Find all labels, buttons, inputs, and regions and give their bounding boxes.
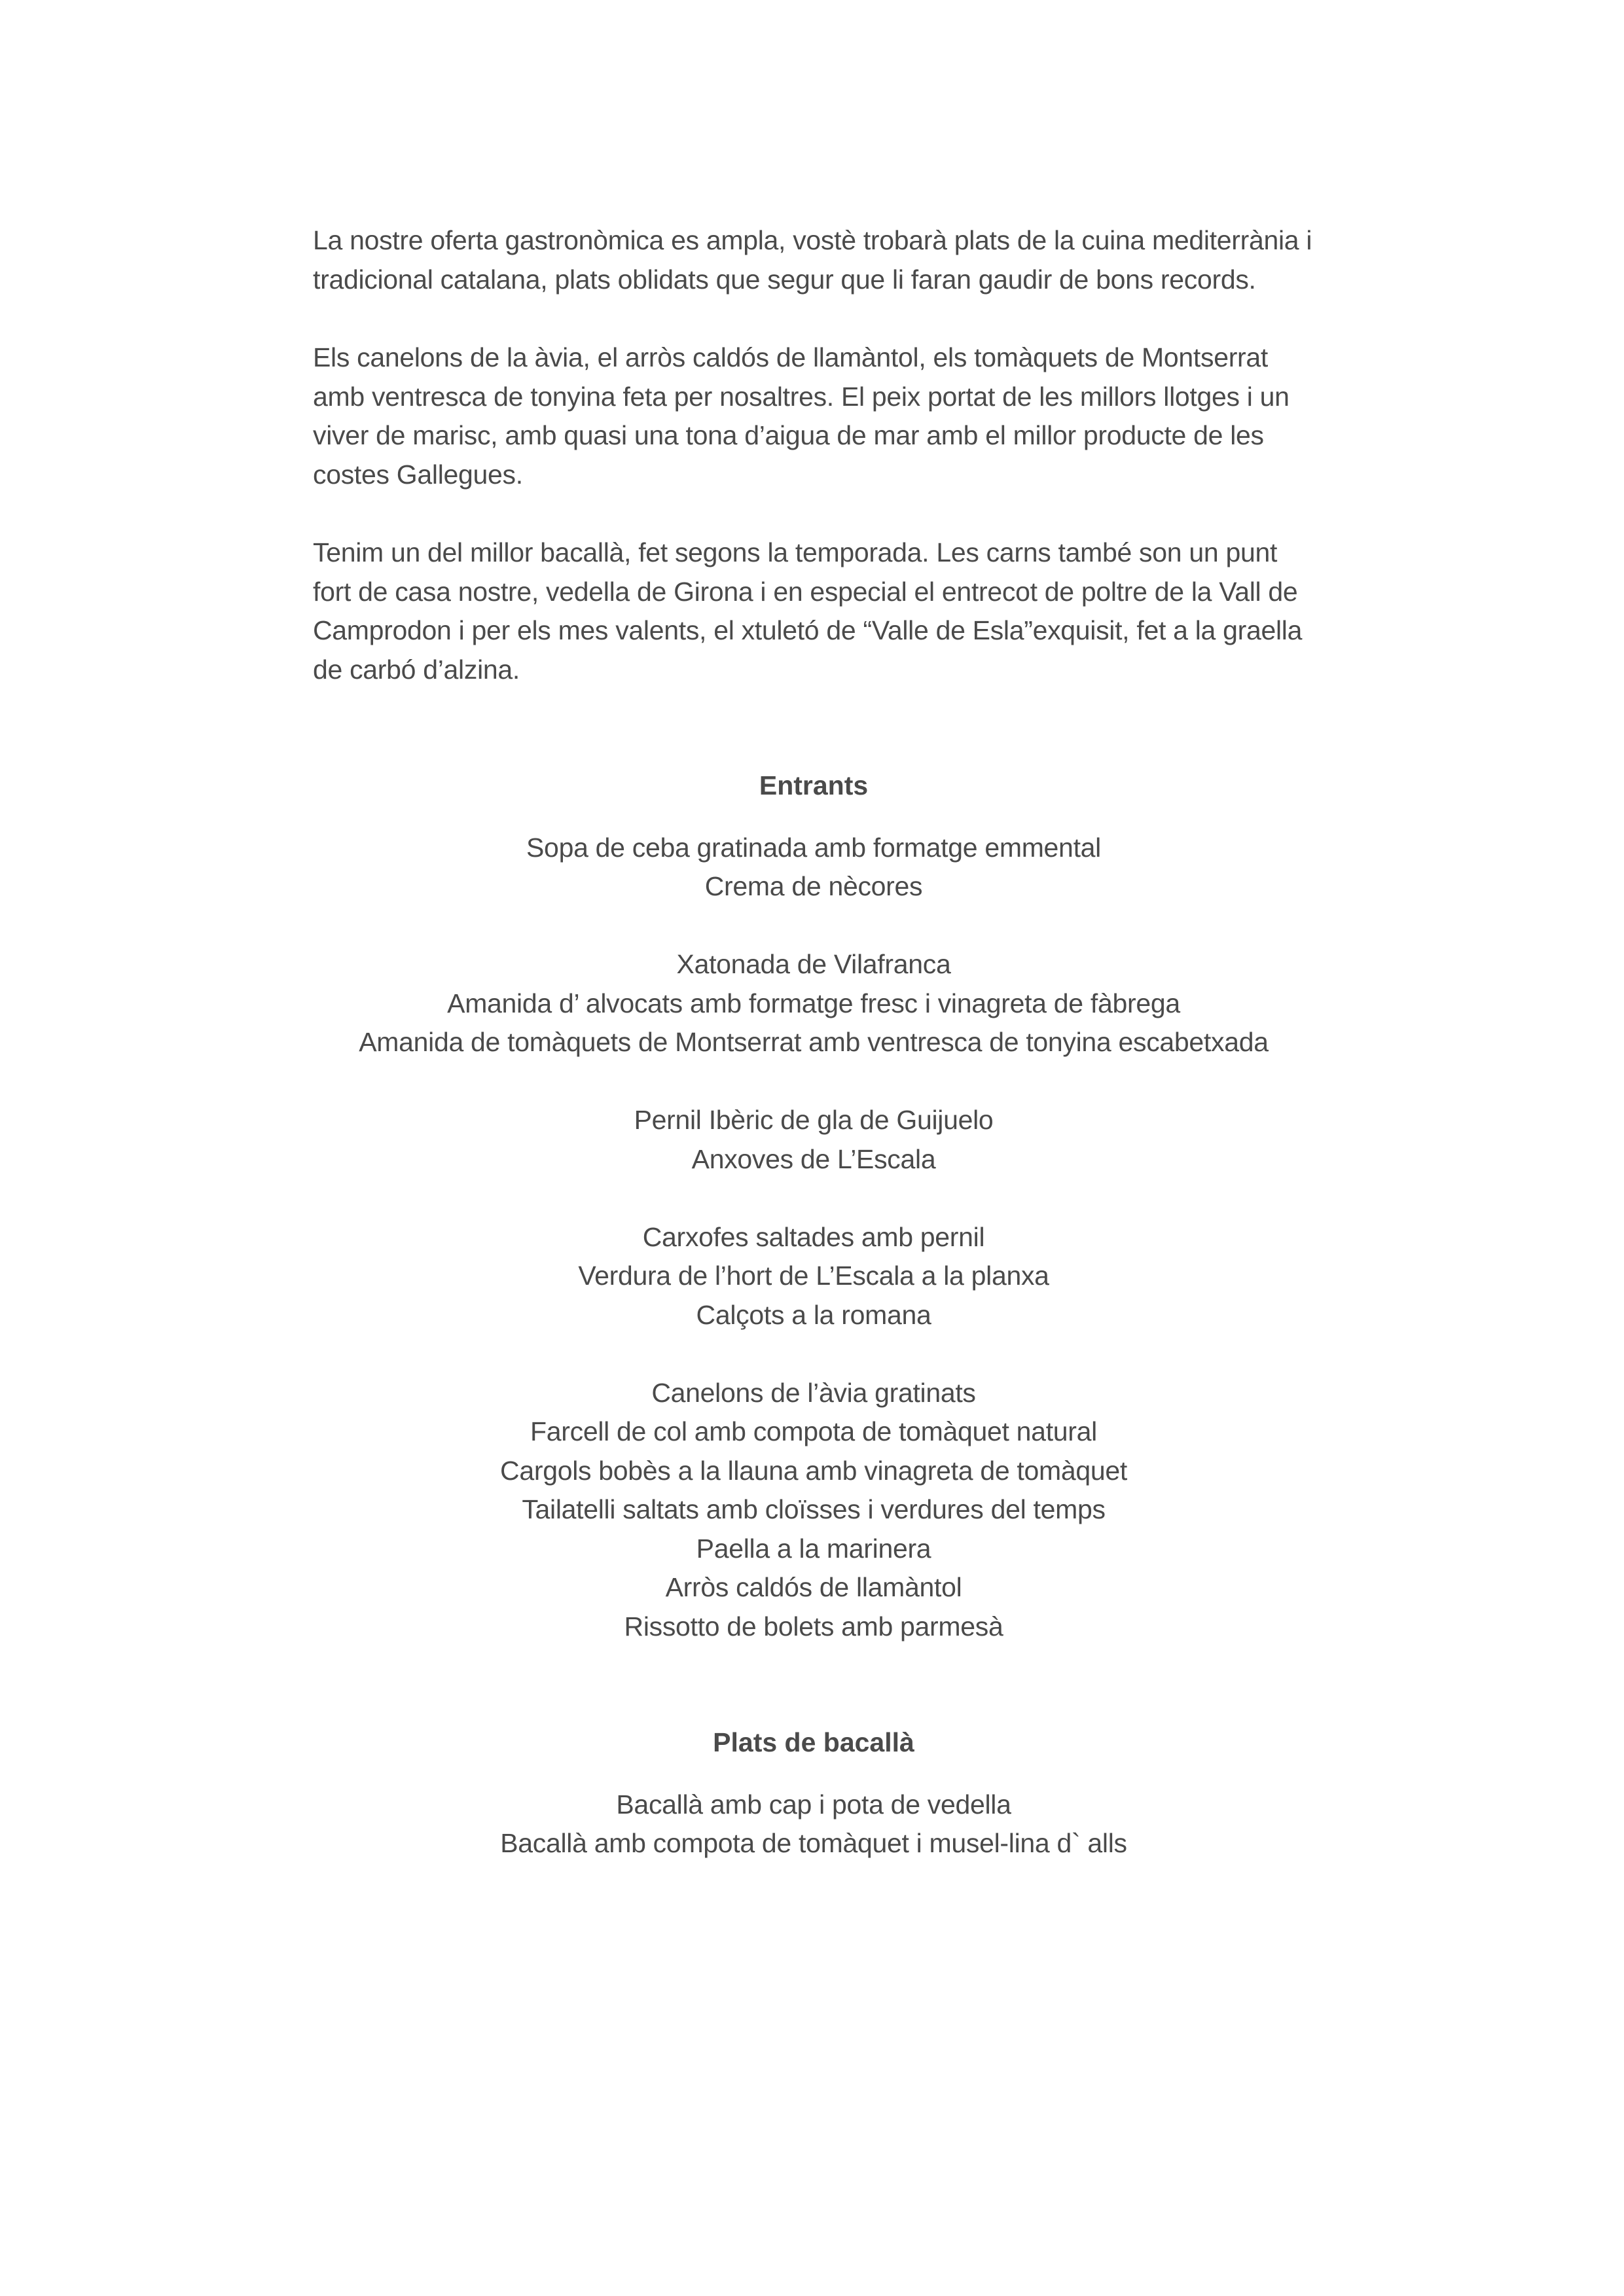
menu-item: Canelons de l’àvia gratinats — [651, 1377, 976, 1408]
intro-paragraph: Els canelons de la àvia, el arròs caldós de llamàntol, els tomàquets de Montserrat amb ventresca de tonyina feta per nosaltres. El peix portat de les millors llotges i un viver de marisc, amb quasi una tona d’aigua de mar amb el millor producte de les costes Gallegues. — [313, 342, 1290, 490]
menu-item: Anxoves de L’Escala — [691, 1143, 936, 1174]
menu-group — [313, 1374, 1314, 1647]
menu-group — [313, 1785, 1314, 1863]
menu-item: Amanida d’ alvocats amb formatge fresc i vinagreta de fàbrega — [447, 988, 1180, 1018]
intro-paragraph: Tenim un del millor bacallà, fet segons la temporada. Les carns també son un punt fort de casa nostre, vedella de Girona i en especial el entrecot de poltre de la Vall de Camprodon i per els mes valents, el xtuletó de “Valle de Esla”exquisit, fet a la graella de carbó d’alzina. — [313, 537, 1303, 685]
section-title: Plats de bacallà — [713, 1727, 914, 1757]
menu-section-bacalla — [313, 1723, 1314, 1863]
menu-item: Bacallà amb compota de tomàquet i musel-lina d` alls — [500, 1828, 1127, 1858]
menu-item: Paella a la marinera — [696, 1533, 931, 1564]
menu-group — [313, 945, 1314, 1062]
menu-section-entrants — [313, 766, 1314, 1646]
menu-item: Cargols bobès a la llauna amb vinagreta de tomàquet — [500, 1455, 1127, 1486]
menu-group — [313, 1101, 1314, 1179]
menu-item: Arròs caldós de llamàntol — [665, 1572, 962, 1602]
menu-item: Crema de nècores — [704, 871, 923, 901]
menu-item: Farcell de col amb compota de tomàquet natural — [530, 1416, 1097, 1446]
menu-item: Amanida de tomàquets de Montserrat amb ventresca de tonyina escabetxada — [359, 1027, 1269, 1057]
menu-item: Xatonada de Vilafranca — [676, 949, 951, 979]
intro-text — [313, 221, 1314, 689]
menu-item: Rissotto de bolets amb parmesà — [624, 1611, 1003, 1641]
menu-item: Verdura de l’hort de L’Escala a la planxa — [578, 1261, 1049, 1291]
menu-item: Tailatelli saltats amb cloïsses i verdures del temps — [522, 1494, 1106, 1524]
menu-item: Bacallà amb cap i pota de vedella — [616, 1789, 1011, 1820]
menu-group — [313, 829, 1314, 906]
section-title: Entrants — [759, 770, 869, 800]
menu-item: Carxofes saltades amb pernil — [642, 1221, 985, 1252]
menu-item: Sopa de ceba gratinada amb formatge emmental — [526, 832, 1101, 863]
menu-item: Pernil Ibèric de gla de Guijuelo — [634, 1105, 994, 1135]
menu-item: Calçots a la romana — [696, 1299, 931, 1330]
intro-paragraph: La nostre oferta gastronòmica es ampla, vostè trobarà plats de la cuina mediterrània i tradicional catalana, plats oblidats que segur que li faran gaudir de bons records. — [313, 225, 1312, 295]
menu-group — [313, 1218, 1314, 1335]
document-page — [313, 221, 1314, 1863]
